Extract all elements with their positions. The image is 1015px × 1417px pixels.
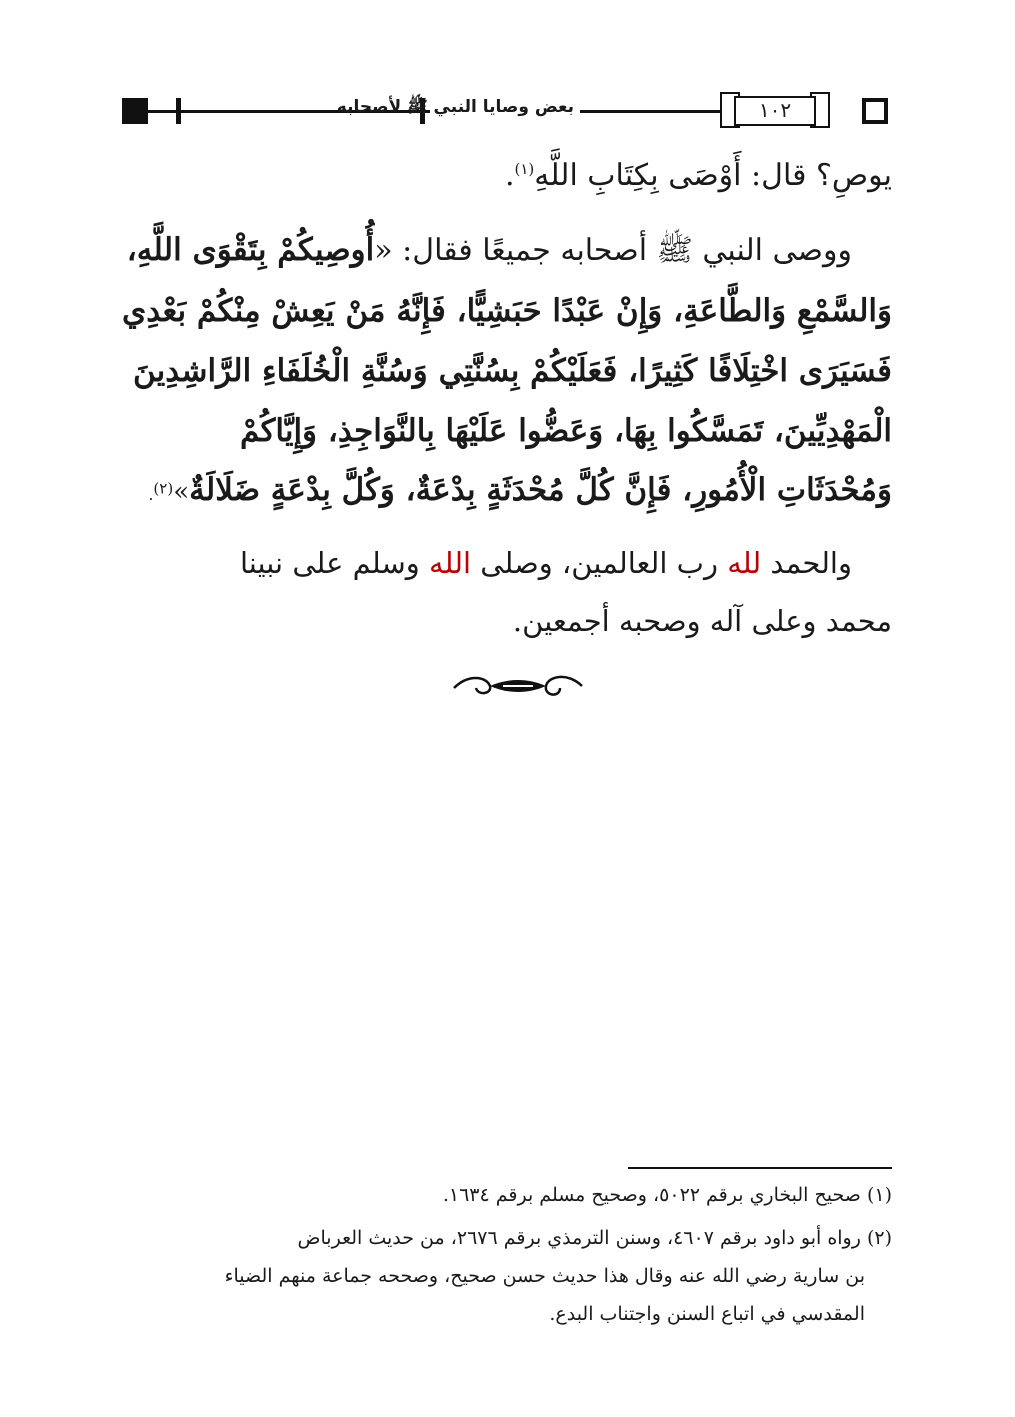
text-line: والحمد لله رب العالمين، وصلى الله وسلم على نبينا xyxy=(239,546,852,580)
text-line: ووصى النبي ﷺ أصحابه جميعًا فقال: «أُوصِيكُمْ بِتَقْوَى اللَّهِ، xyxy=(126,232,852,268)
hadith-text: أُوصِيكُمْ بِتَقْوَى اللَّهِ، xyxy=(126,232,375,268)
hadith-line: فَسَيَرَى اخْتِلَافًا كَثِيرًا، فَعَلَيْكُمْ بِسُنَّتِي وَسُنَّةِ الْخُلَفَاءِ الرَّاشِدِينَ xyxy=(132,353,892,389)
footnote-2-cont: المقدسي في اتباع السنن واجتناب البدع. xyxy=(549,1303,865,1325)
footnote-ref[interactable]: (٢) xyxy=(153,479,174,498)
hadith-line: وَالسَّمْعِ وَالطَّاعَةِ، وَإِنْ عَبْدًا حَبَشِيًّا، فَإِنَّهُ مَنْ يَعِشْ مِنْكُمْ بَعْدِي xyxy=(122,293,892,329)
text-line: محمد وعلى آله وصحبه أجمعين. xyxy=(512,604,892,638)
divine-name: لله xyxy=(727,546,762,580)
footnote-separator xyxy=(628,1167,892,1169)
header-square-ornament xyxy=(862,98,888,124)
running-header xyxy=(122,92,892,134)
hadith-line: الْمَهْدِيِّينَ، تَمَسَّكُوا بِهَا، وَعَضُّوا عَلَيْهَا بِالنَّوَاجِذِ، وَإِيَّاكُمْ xyxy=(239,413,892,449)
footnote-ref[interactable]: (١) xyxy=(514,160,535,178)
header-bar-ornament xyxy=(176,98,181,124)
text-line: يوصِ؟ قال: أَوْصَى بِكِتَابِ اللَّهِ$^{(١)}$. xyxy=(504,158,892,193)
page-number-frame xyxy=(720,92,828,126)
footnote-2-cont: بن سارية رضي الله عنه وقال هذا حديث حسن صحيح، وصححه جماعة منهم الضياء xyxy=(224,1265,865,1287)
footnote-2: (٢) رواه أبو داود برقم ٤٦٠٧، وسنن الترمذي برقم ٢٦٧٦، من حديث العرباض xyxy=(297,1227,892,1249)
page-number: ١٠٢ xyxy=(758,98,792,122)
section-divider-ornament xyxy=(448,668,588,704)
hadith-line: وَمُحْدَثَاتِ الْأُمُورِ، فَإِنَّ كُلَّ مُحْدَثَةٍ بِدْعَةٌ، وَكُلَّ بِدْعَةٍ ضَلَالَةٌ»$^{(٢)}$. xyxy=(148,472,892,508)
footnote-1: (١) صحيح البخاري برقم ٥٠٢٢، وصحيح مسلم برقم ١٦٣٤. xyxy=(442,1184,892,1206)
divine-name: الله xyxy=(429,546,472,580)
running-title: بعض وصايا النبي ﷺ لأصحابه xyxy=(336,97,574,117)
